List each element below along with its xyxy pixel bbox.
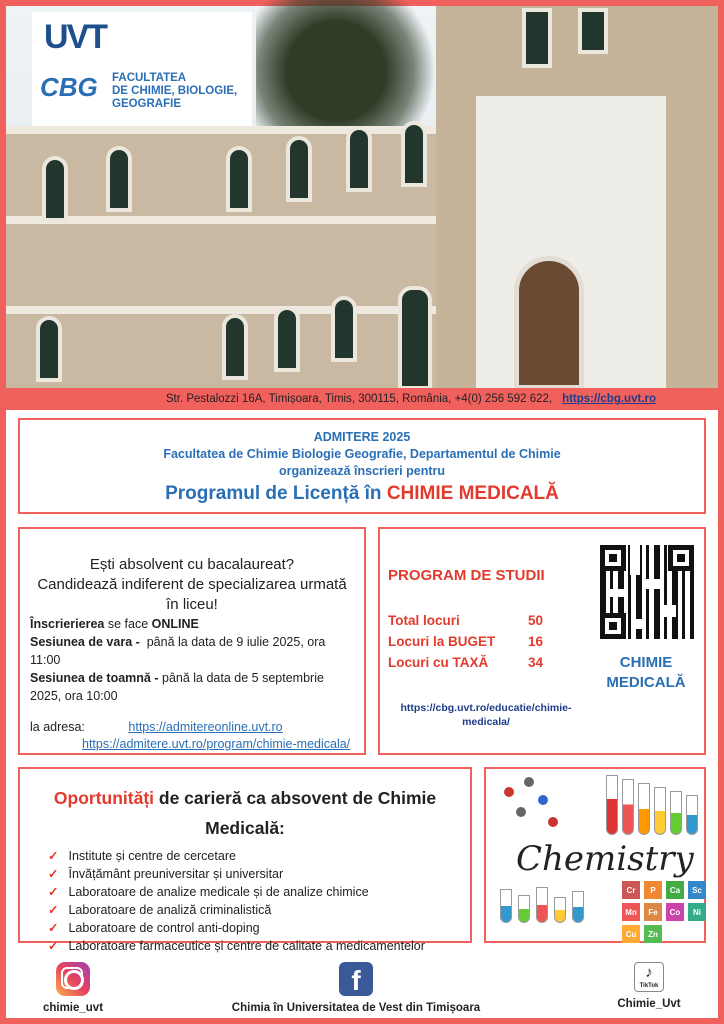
- admission-faculty: Facultatea de Chimie Biologie Geografie, Departamentul de Chimie: [163, 447, 561, 461]
- list-item: ✓ Laboratoare de control anti-doping: [48, 921, 260, 935]
- faculty-name: FACULTATEA DE CHIMIE, BIOLOGIE, GEOGRAFIE: [112, 72, 238, 110]
- building-facade-right: [436, 6, 718, 390]
- summer-session: Sesiunea de vara - până la data de 9 iulie 2025, ora 11:00: [30, 635, 326, 667]
- program-title: Programul de Licență în CHIMIE MEDICALĂ: [165, 483, 559, 504]
- qr-caption: CHIMIE MEDICALĂ: [606, 654, 686, 691]
- faculty-logo: [32, 12, 252, 126]
- list-item: ✓ Laboratoare farmaceutice și centre de calitate a medicamentelor: [48, 939, 425, 953]
- check-icon: ✓: [48, 903, 59, 917]
- cbg-logo: CBG: [40, 72, 98, 102]
- program-heading: PROGRAM DE STUDII: [388, 567, 545, 584]
- career-list: [48, 847, 470, 955]
- hero-photo: [6, 6, 718, 390]
- career-heading: Oportunități de carieră ca absovent de Chimie Medicală:: [53, 788, 437, 838]
- total-seats-row: Total locuri 50: [388, 613, 544, 628]
- uvt-logo: UVT: [44, 18, 106, 56]
- tree-foliage: [256, 0, 456, 146]
- check-icon: ✓: [48, 885, 59, 899]
- address-label: la adresa:: [30, 720, 85, 734]
- list-item: ✓ Laboratoare de analiză criminalistică: [48, 903, 272, 917]
- tiktok-icon: ♪ TikTok: [634, 962, 664, 992]
- qr-code[interactable]: [600, 545, 694, 639]
- study-program-box: [378, 527, 706, 755]
- admission-box: [18, 418, 706, 514]
- address-text: Str. Pestalozzi 16A, Timișoara, Timis, 300115, România, +4(0) 256 592 622,: [165, 393, 553, 405]
- admission-organizes: organizează înscrieri pentru: [278, 464, 446, 478]
- tiktok-link[interactable]: ♪ TikTok Chimie_Uvt: [617, 964, 681, 1010]
- autumn-session: Sesiunea de toamnă - până la data de 5 septembrie 2025, ora 10:00: [30, 671, 324, 703]
- address-bar: [6, 388, 718, 410]
- career-box: [18, 767, 472, 953]
- building-facade-left: [6, 126, 466, 390]
- program-name: CHIMIE MEDICALĂ: [386, 483, 559, 504]
- check-icon: ✓: [48, 849, 59, 863]
- website-link[interactable]: https://cbg.uvt.ro: [562, 393, 656, 405]
- footer: [6, 952, 718, 1018]
- instagram-link[interactable]: chimie_uvt: [28, 962, 118, 1014]
- entrance-door: [514, 256, 584, 390]
- chemistry-illustration: Chemistry Cr P Ca Sc Mn Fe Co Ni Cu Zn: [484, 767, 706, 943]
- admitereonline-link[interactable]: https://admitereonline.uvt.ro: [128, 720, 283, 734]
- admitere-program-link[interactable]: https://admitere.uvt.ro/program/chimie-medicala/: [82, 737, 351, 751]
- chemistry-word: Chemistry: [516, 839, 694, 879]
- list-item: ✓ Învățământ preuniversitar și universitar: [48, 867, 284, 881]
- fee-seats-row: Locuri cu TAXĂ 34: [388, 655, 544, 670]
- facebook-icon: f: [339, 962, 373, 996]
- facebook-link[interactable]: f Chimia în Universitatea de Vest din Timișoara: [206, 962, 506, 1014]
- budget-seats-row: Locuri la BUGET 16: [388, 634, 544, 649]
- list-item: ✓ Institute și centre de cercetare: [48, 849, 236, 863]
- check-icon: ✓: [48, 867, 59, 881]
- list-item: ✓ Laboratoare de analize medicale și de analize chimice: [48, 885, 369, 899]
- enrollment-info-box: [18, 527, 366, 755]
- program-url[interactable]: https://cbg.uvt.ro/educatie/chimie-medicala/: [400, 702, 572, 728]
- enroll-mode: Înscrierierea se face ONLINE: [30, 617, 199, 631]
- check-icon: ✓: [48, 921, 59, 935]
- enroll-links: [30, 719, 354, 753]
- admission-year: ADMITERE 2025: [313, 430, 411, 444]
- check-icon: ✓: [48, 939, 59, 953]
- eligibility-text: Ești absolvent cu bacalaureat? Candidează indiferent de specializarea urmată în liceu!: [37, 556, 347, 613]
- instagram-icon: [56, 962, 90, 996]
